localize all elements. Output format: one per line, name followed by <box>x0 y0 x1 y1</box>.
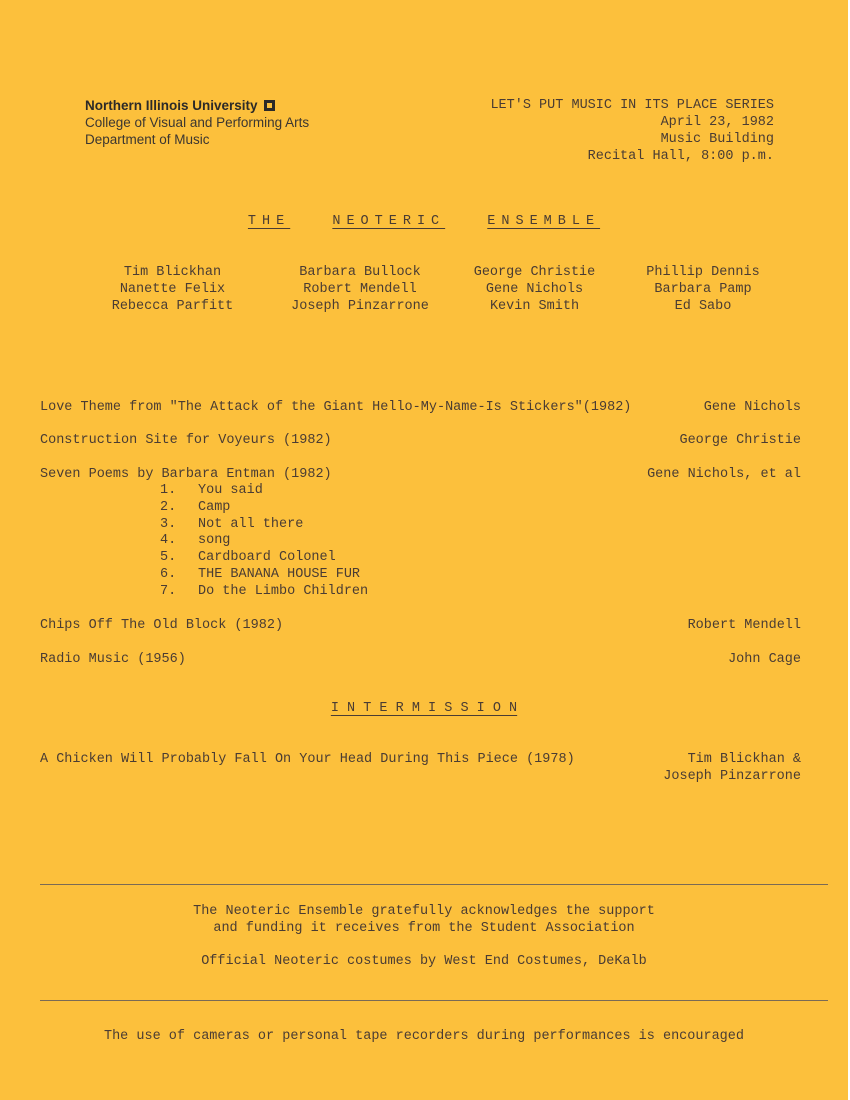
member-column-1 <box>100 264 245 315</box>
university-logo-icon <box>264 100 275 111</box>
divider <box>40 1000 828 1001</box>
intermission-heading: I N T E R M I S S I O N <box>330 701 518 716</box>
member-name: George Christie <box>473 265 596 280</box>
list-item: 6. THE BANANA HOUSE FUR <box>160 566 361 582</box>
list-item: 7. Do the Limbo Children <box>160 583 369 599</box>
program-item <box>40 399 801 416</box>
piece-composer: John Cage <box>728 652 801 667</box>
member-name: Nanette Felix <box>119 282 226 297</box>
piece-title: Love Theme from "The Attack of the Giant Hello-My-Name-Is Stickers"(1982) <box>40 400 632 415</box>
venue-hall-time: Recital Hall, 8:00 p.m. <box>587 149 774 164</box>
piece-title: Seven Poems by Barbara Entman (1982) <box>40 467 332 482</box>
program-item <box>40 432 801 449</box>
member-column-4 <box>638 264 768 315</box>
camera-notice: The use of cameras or personal tape recorders during performances is encouraged <box>103 1029 744 1044</box>
list-item: 5. Cardboard Colonel <box>160 550 336 566</box>
member-name: Tim Blickhan <box>123 265 222 280</box>
piece-title: Radio Music (1956) <box>40 652 186 667</box>
piece-composer: George Christie <box>679 433 801 448</box>
member-name: Barbara Pamp <box>654 282 752 297</box>
member-name: Gene Nichols <box>485 282 584 297</box>
list-item: 1. You said <box>160 483 263 498</box>
list-item: 3. Not all there <box>160 516 304 532</box>
costume-credit: Official Neoteric costumes by West End Costumes, DeKalb <box>201 954 647 969</box>
member-name: Robert Mendell <box>303 282 417 297</box>
piece-composer: Gene Nichols, et al <box>647 467 801 482</box>
series-name: LET'S PUT MUSIC IN ITS PLACE SERIES <box>490 98 774 113</box>
title-word-neoteric: NEOTERIC <box>332 214 446 229</box>
concert-date: April 23, 1982 <box>660 115 774 130</box>
member-column-2 <box>280 264 440 315</box>
member-name: Rebecca Parfitt <box>111 299 234 314</box>
piece-title: Chips Off The Old Block (1982) <box>40 618 284 633</box>
member-column-3 <box>462 264 607 315</box>
piece-composer: Tim Blickhan & Joseph Pinzarrone <box>663 752 801 784</box>
ensemble-title <box>0 213 848 230</box>
college-name: College of Visual and Performing Arts <box>85 115 310 130</box>
program-item <box>40 651 801 668</box>
university-name-line <box>85 97 309 114</box>
poem-list <box>160 483 368 601</box>
divider <box>40 884 828 885</box>
piece-composer: Gene Nichols <box>703 400 801 415</box>
program-item <box>40 617 801 634</box>
title-word-ensemble: ENSEMBLE <box>487 214 601 229</box>
member-name: Barbara Bullock <box>299 265 421 280</box>
acknowledgement: The Neoteric Ensemble gratefully acknowledges the support and funding it receives from the Student Association <box>193 904 655 936</box>
title-word-the: THE <box>247 214 291 229</box>
member-name: Ed Sabo <box>674 299 732 314</box>
university-name: Northern Illinois University <box>85 98 258 113</box>
piece-composer: Robert Mendell <box>687 618 801 633</box>
list-item: 4. song <box>160 533 231 549</box>
series-block <box>490 97 774 165</box>
university-block <box>85 97 309 148</box>
piece-title: Construction Site for Voyeurs (1982) <box>40 433 332 448</box>
member-name: Kevin Smith <box>489 299 580 314</box>
member-name: Joseph Pinzarrone <box>291 299 429 314</box>
venue-building: Music Building <box>660 132 774 147</box>
piece-title: A Chicken Will Probably Fall On Your Head During This Piece (1978) <box>40 752 575 767</box>
member-name: Phillip Dennis <box>646 265 760 280</box>
list-item: 2. Camp <box>160 499 231 515</box>
program-item <box>40 466 801 483</box>
program-item <box>40 751 801 785</box>
department-name: Department of Music <box>85 132 210 147</box>
